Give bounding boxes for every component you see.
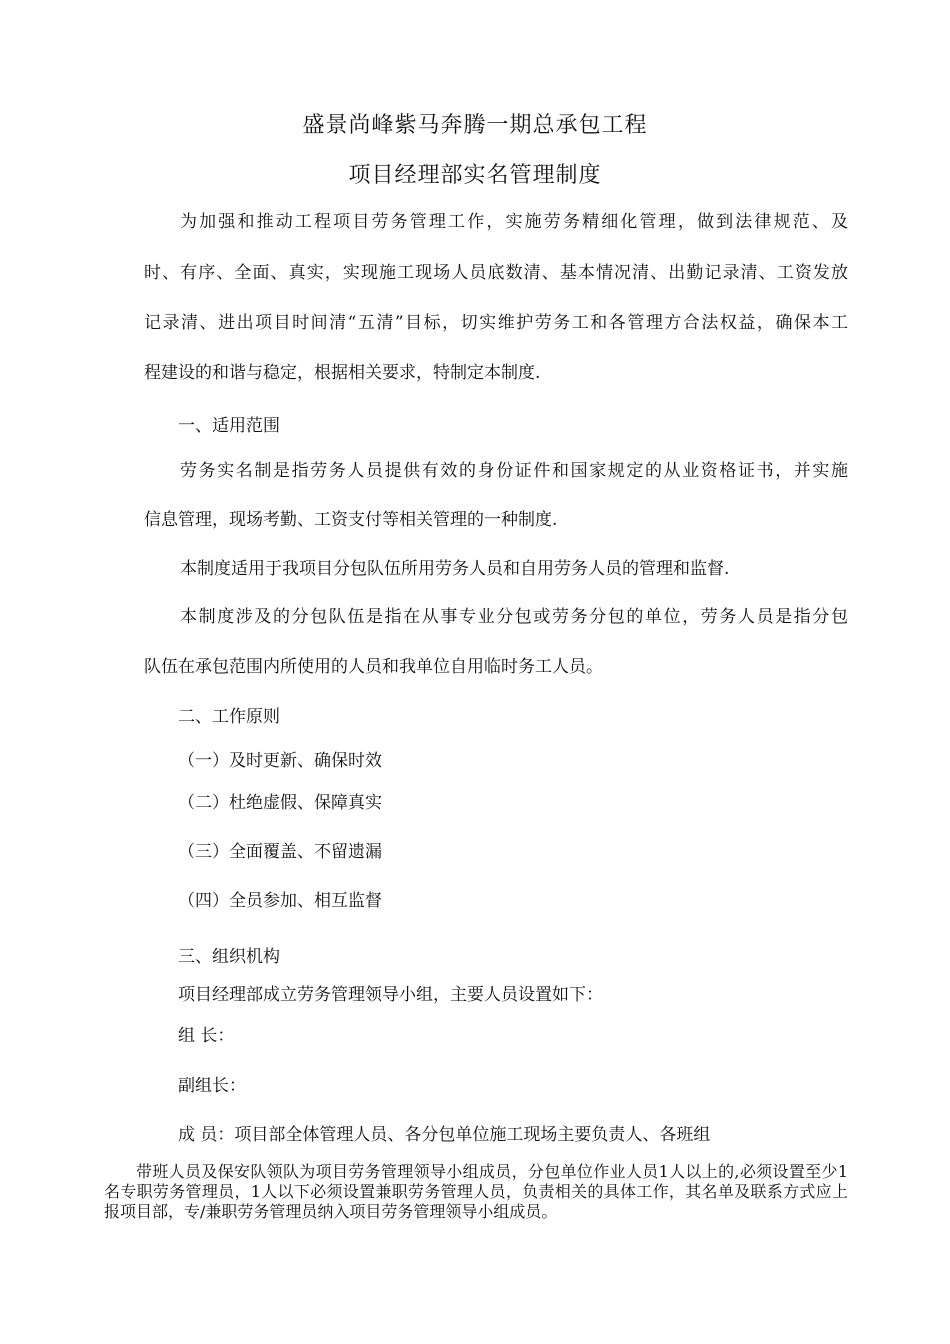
scope-paragraph-1-line-2: 信息管理，现场考勤、工资支付等相关管理的一种制度. (144, 510, 558, 530)
intro-line-1: 为加强和推动工程项目劳务管理工作，实施劳务精细化管理，做到法律规范、及 (180, 212, 848, 232)
document-subtitle: 项目经理部实名管理制度 (348, 163, 602, 188)
organization-leader: 组 长： (178, 1026, 235, 1046)
principle-item: （四）全员参加、相互监督 (178, 891, 382, 911)
organization-members: 成 员：项目部全体管理人员、各分包单位施工现场主要负责人、各班组 (178, 1125, 711, 1145)
scope-paragraph-1-line-1: 劳务实名制是指劳务人员提供有效的身份证件和国家规定的从业资格证书，并实施 (180, 461, 848, 481)
principle-item: （三）全面覆盖、不留遗漏 (178, 842, 382, 862)
scope-paragraph-2: 本制度适用于我项目分包队伍所用劳务人员和自用劳务人员的管理和监督. (180, 559, 730, 579)
scope-paragraph-3-line-1: 本制度涉及的分包队伍是指在从事专业分包或劳务分包的单位，劳务人员是指分包 (180, 607, 848, 627)
intro-line-2: 时、有序、全面、真实，实现施工现场人员底数清、基本情况清、出勤记录清、工资发放 (144, 263, 848, 283)
section-heading-principles: 二、工作原则 (178, 707, 280, 727)
document-title: 盛景尚峰紫马奔腾一期总承包工程 (302, 113, 648, 138)
intro-line-3: 记录清、进出项目时间清“五清”目标，切实维护劳务工和各管理方合法权益，确保本工 (144, 313, 848, 333)
intro-line-4: 程建设的和谐与稳定，根据相关要求，特制定本制度. (144, 363, 541, 383)
principle-item: （二）杜绝虚假、保障真实 (178, 793, 382, 813)
section-heading-scope: 一、适用范围 (178, 416, 280, 436)
principle-item: （一）及时更新、确保时效 (178, 751, 382, 771)
section-heading-organization: 三、组织机构 (178, 947, 280, 967)
organization-paragraph: 带班人员及保安队领队为项目劳务管理领导小组成员，分包单位作业人员1人以上的,必须设置至少1名专职劳务管理员，1人以下必须设置兼职劳务管理人员，负责相关的具体工作，其名单及联系方式应上报项目部，专/兼职劳务管理员纳入项目劳务管理领导小组成员。 (104, 1162, 848, 1221)
organization-deputy: 副组长： (178, 1076, 246, 1096)
organization-intro: 项目经理部成立劳务管理领导小组，主要人员设置如下： (178, 985, 603, 1005)
scope-paragraph-3-line-2: 队伍在承包范围内所使用的人员和我单位自用临时务工人员。 (144, 657, 603, 677)
